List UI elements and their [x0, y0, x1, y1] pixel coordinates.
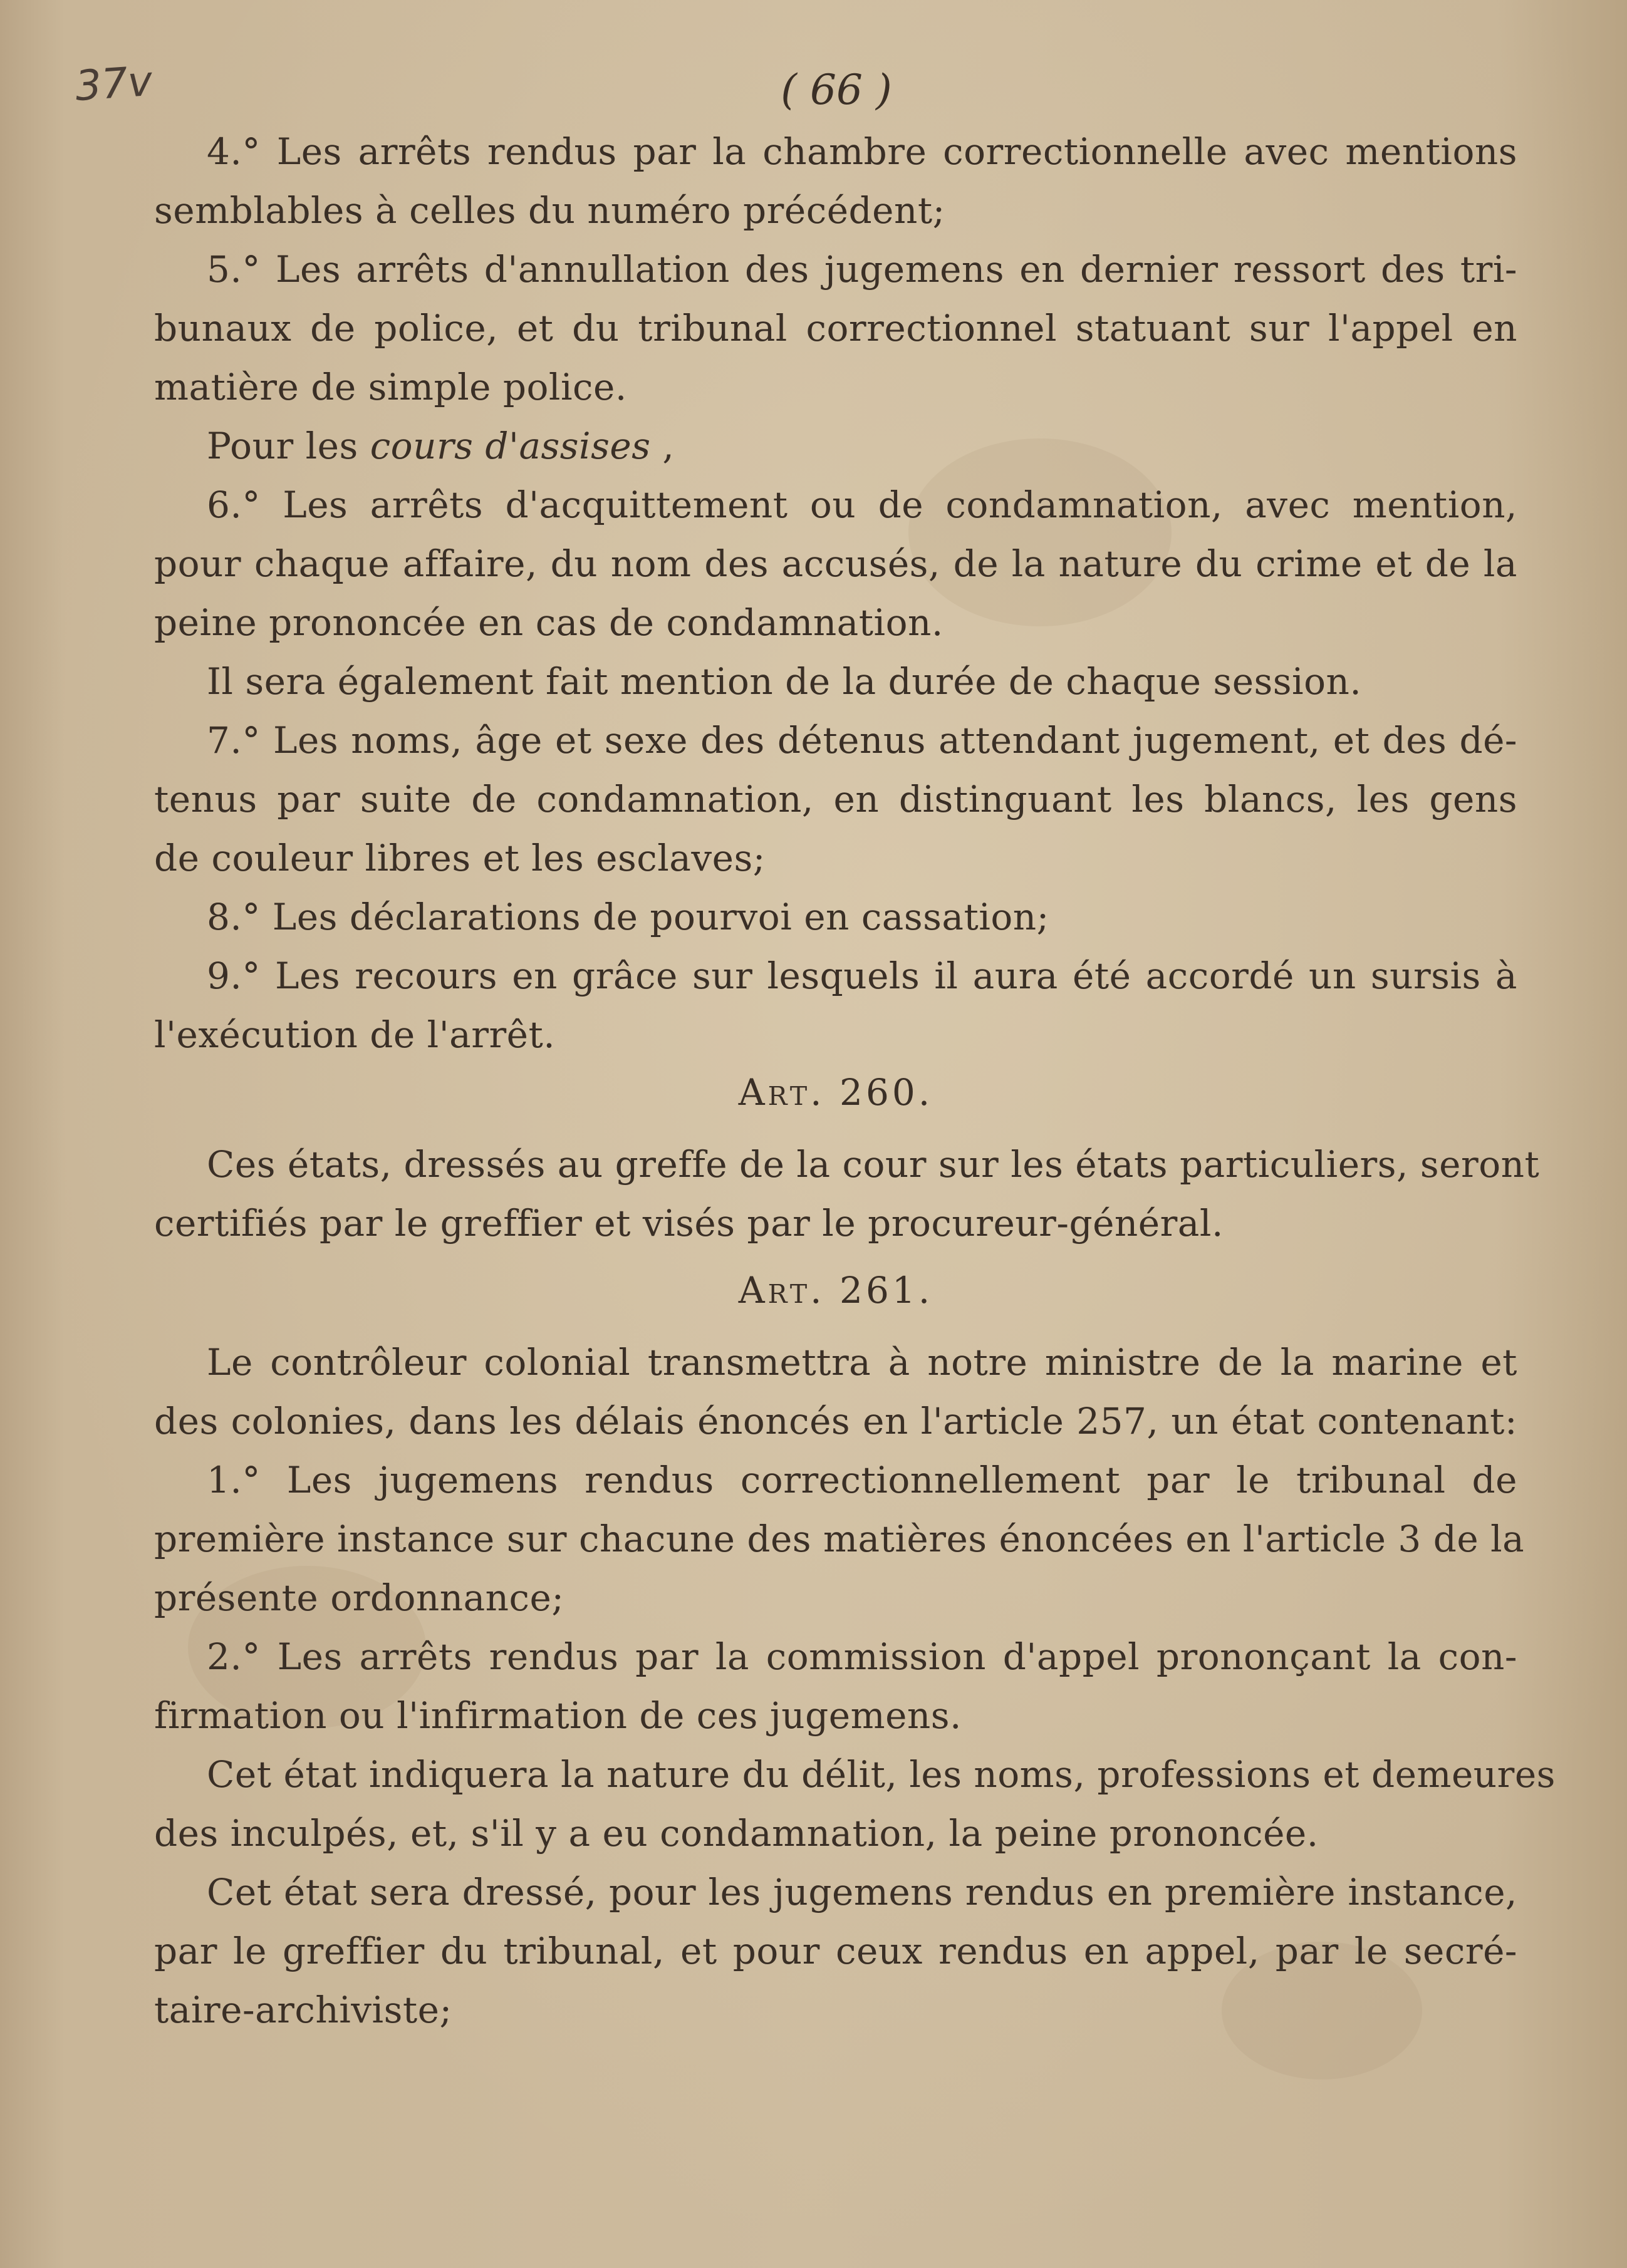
article-number: Art. 260. [738, 1071, 933, 1114]
text-line: Le contrôleur colonial transmettra à notre ministre de la marine et [207, 1341, 1517, 1384]
text-line: 5.° Les arrêts d'annullation des jugemens en dernier ressort des tri- [207, 248, 1517, 291]
text-line: des colonies, dans les délais énoncés en l'article 257, un état contenant: [154, 1400, 1517, 1442]
body-text [154, 122, 1556, 2039]
text-line: de couleur libres et les esclaves; [154, 837, 766, 879]
text-line: Il sera également fait mention de la durée de chaque session. [207, 660, 1362, 703]
text-line: 1.° Les jugemens rendus correctionnellement par le tribunal de [207, 1459, 1517, 1501]
article-number: Art. 261. [738, 1269, 933, 1312]
text-line: 7.° Les noms, âge et sexe des détenus attendant jugement, et des dé- [207, 719, 1517, 762]
spacer [154, 1126, 1517, 1135]
text-line: Cet état indiquera la nature du délit, les noms, professions et demeures [207, 1753, 1556, 1796]
folio-mark: 37v [73, 56, 154, 111]
line-punctuation: , [662, 425, 675, 467]
spacer [154, 1253, 1517, 1262]
text-line: 9.° Les recours en grâce sur lesquels il aura été accordé un sursis à [207, 955, 1517, 997]
article-heading [154, 1064, 1517, 1126]
text-line: taire-archiviste; [154, 1989, 452, 2031]
text-line: firmation ou l'infirmation de ces jugemens. [154, 1694, 962, 1737]
text-line: première instance sur chacune des matières énoncées en l'article 3 de la [154, 1518, 1525, 1560]
text-line: 2.° Les arrêts rendus par la commission d'appel prononçant la con- [207, 1635, 1517, 1678]
text-line: 8.° Les déclarations de pourvoi en cassation; [207, 896, 1049, 938]
text-line: matière de simple police. [154, 366, 627, 408]
page-number: ( 66 ) [781, 66, 892, 114]
article-heading [154, 1262, 1517, 1323]
text-line: peine prononcée en cas de condamnation. [154, 601, 943, 644]
spacer [154, 1323, 1517, 1333]
italic-term: cours d'assises [370, 425, 651, 467]
text-line: 4.° Les arrêts rendus par la chambre correctionnelle avec mentions [207, 130, 1517, 173]
text-line: par le greffier du tribunal, et pour ceux rendus en appel, par le secré- [154, 1930, 1517, 1972]
text-line: pour chaque affaire, du nom des accusés, de la nature du crime et de la [154, 542, 1517, 585]
text-line: présente ordonnance; [154, 1577, 564, 1619]
text-line: bunaux de police, et du tribunal correctionnel statuant sur l'appel en [154, 307, 1517, 350]
text-line: des inculpés, et, s'il y a eu condamnation, la peine prononcée. [154, 1812, 1319, 1855]
text-line: l'exécution de l'arrêt. [154, 1013, 556, 1056]
text-line: 6.° Les arrêts d'acquittement ou de condamnation, avec mention, [207, 484, 1517, 526]
text-line: Cet état sera dressé, pour les jugemens rendus en première instance, [207, 1871, 1517, 1913]
line-text: Pour les [207, 425, 358, 467]
text-line [154, 417, 1517, 475]
text-line: certifiés par le greffier et visés par le procureur-général. [154, 1202, 1224, 1245]
text-line: semblables à celles du numéro précédent; [154, 189, 945, 232]
text-line: Ces états, dressés au greffe de la cour sur les états particuliers, seront [207, 1143, 1540, 1186]
text-line: tenus par suite de condamnation, en distinguant les blancs, les gens [154, 778, 1517, 821]
